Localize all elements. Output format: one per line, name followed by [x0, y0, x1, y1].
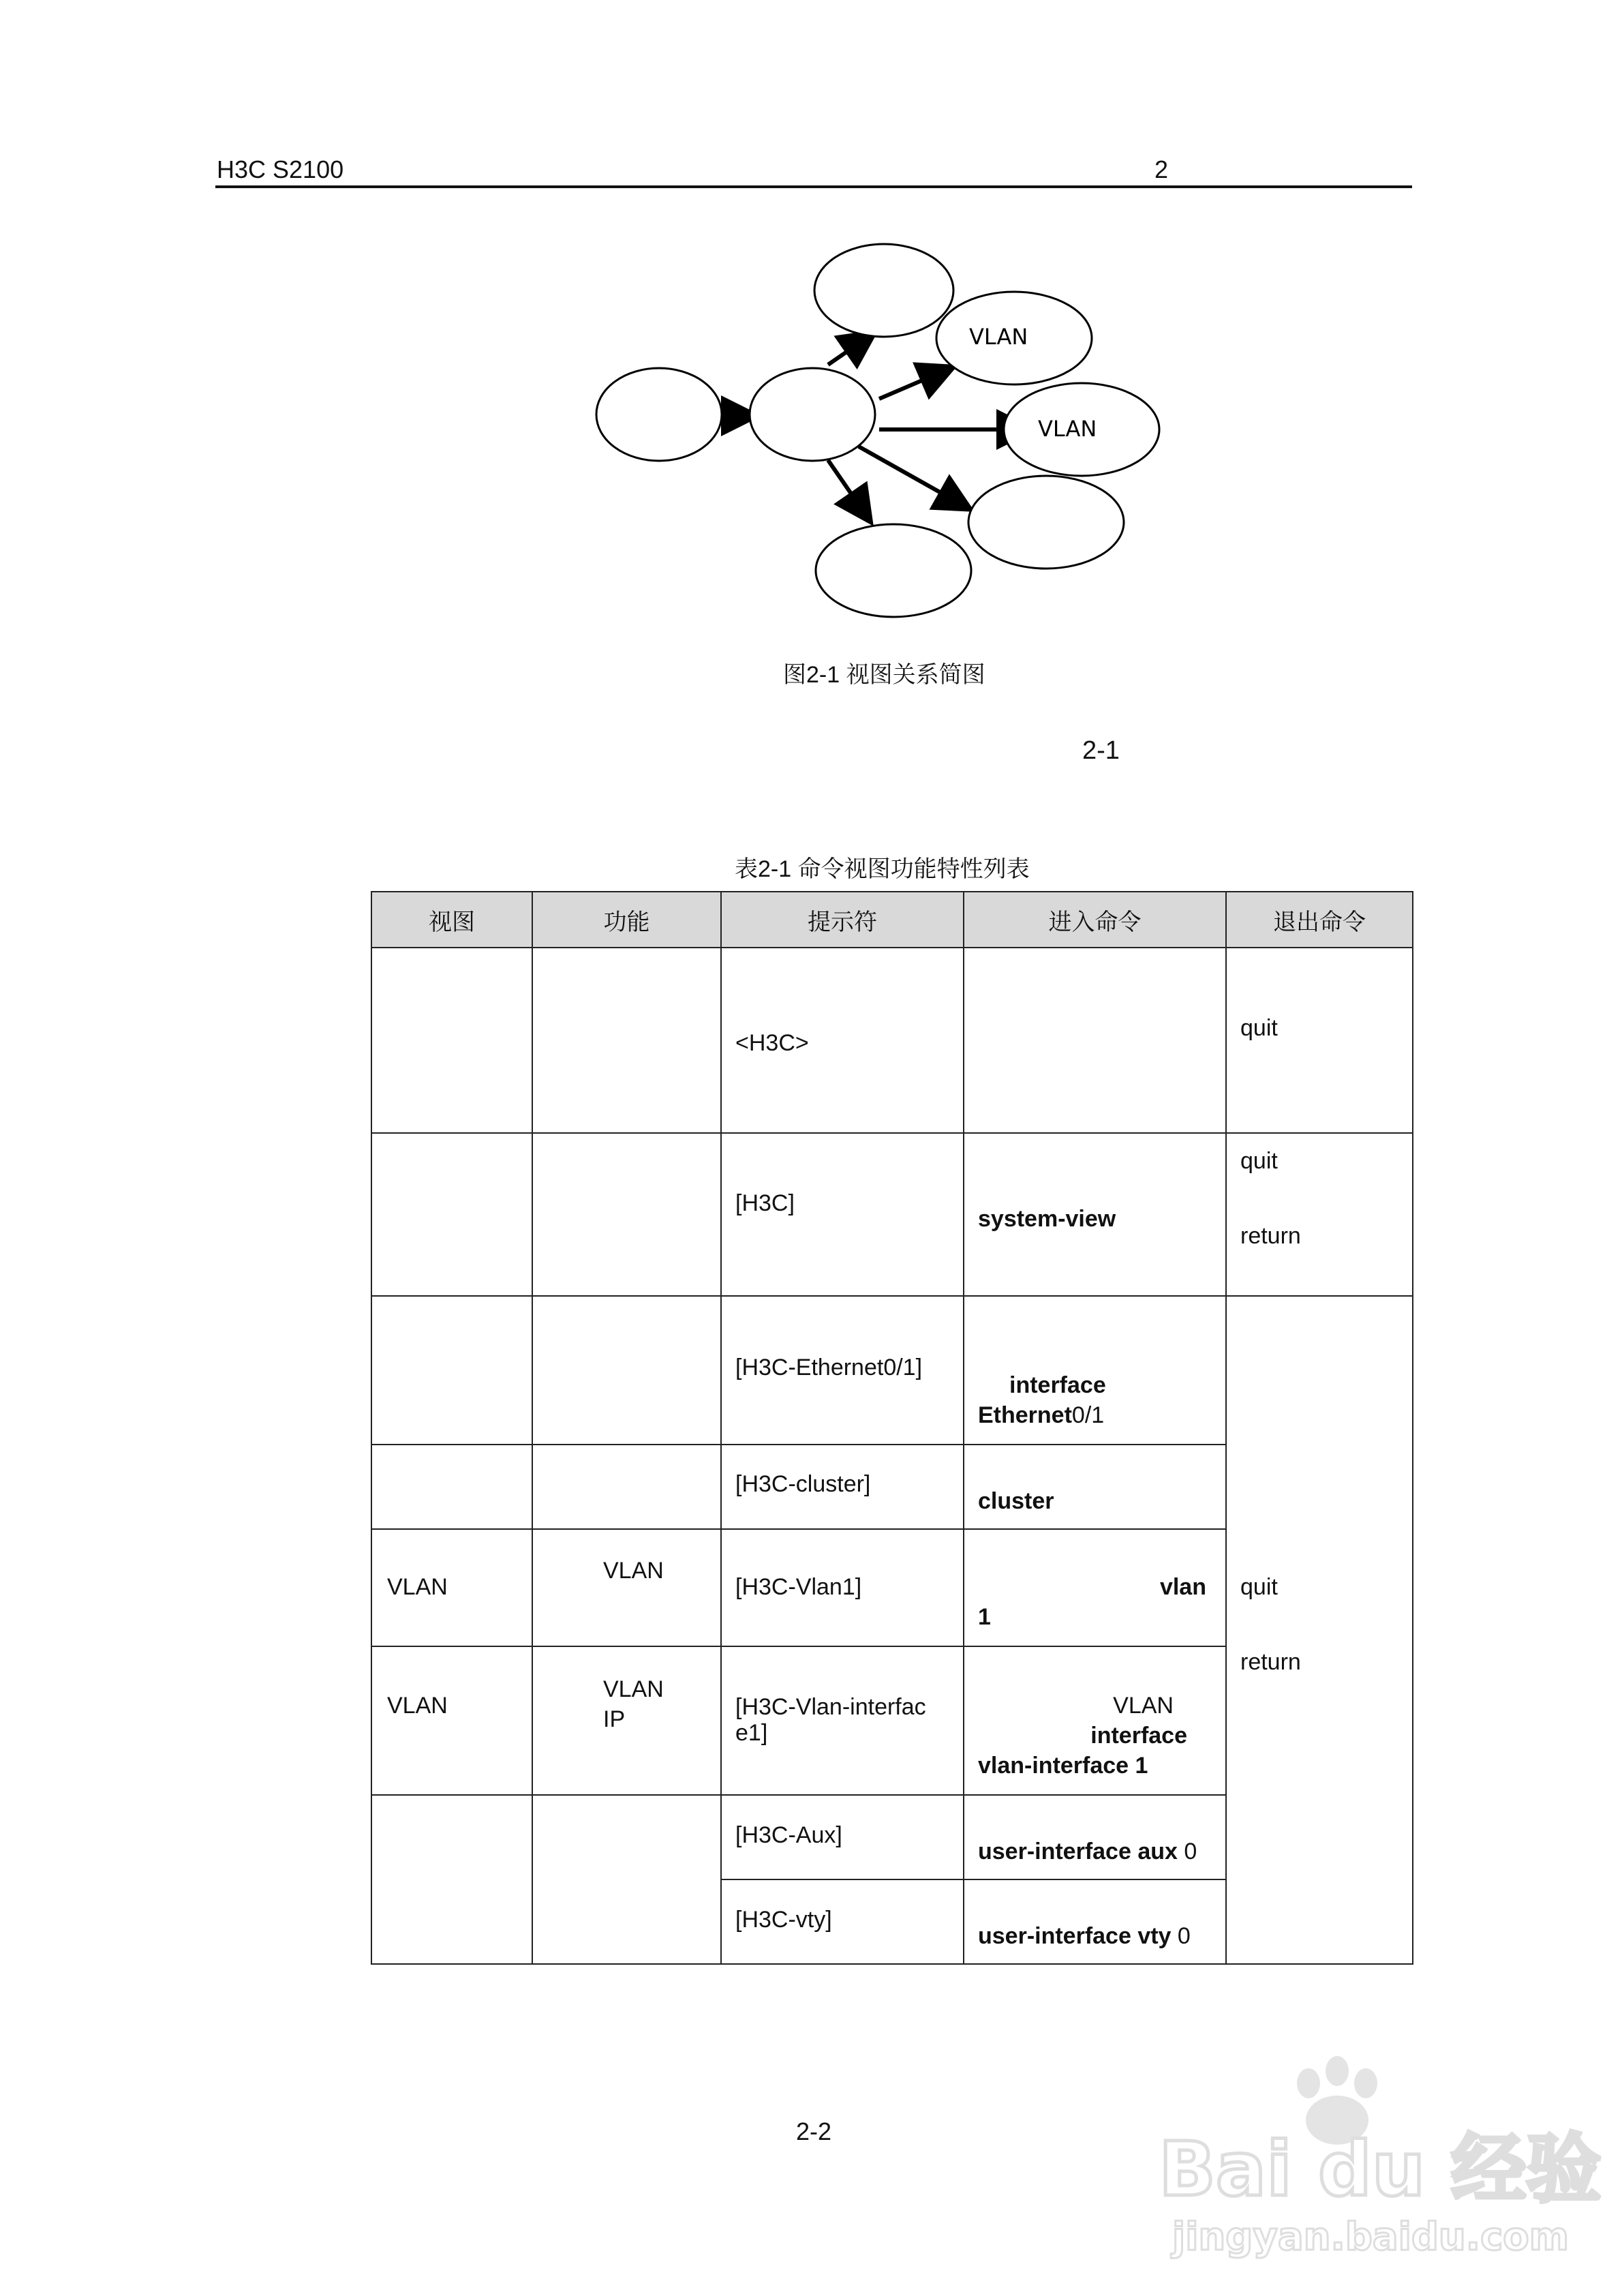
enter-vlan-interface-command: vlan-interface 1	[978, 1753, 1148, 1779]
table-header-row	[371, 892, 1413, 948]
diagram-label-vlan-interface: VLAN	[1038, 416, 1097, 442]
exit-system-quit: quit	[1240, 1148, 1278, 1174]
table-row	[371, 1296, 1413, 1445]
function-vlan-interface-line2: IP	[603, 1706, 626, 1732]
enter-system: system-view	[978, 1206, 1116, 1232]
enter-vty-number: 0	[1177, 1923, 1191, 1949]
figure-caption: 图2-1 视图关系简图	[783, 662, 985, 688]
enter-ethernet-line	[978, 1400, 1104, 1430]
table-caption: 表2-1 命令视图功能特性列表	[735, 856, 1030, 882]
enter-ethernet-number: 0/1	[1071, 1402, 1105, 1428]
function-vlan: VLAN	[603, 1558, 664, 1584]
enter-vlan-interface-keyword: interface	[1090, 1723, 1187, 1749]
section-reference: 2-1	[1082, 736, 1120, 765]
page-number: 2-2	[796, 2117, 832, 2145]
enter-vlan-interface-vlan: VLAN	[1113, 1693, 1174, 1719]
exit-system-return: return	[1240, 1223, 1301, 1249]
enter-ethernet-interface: interface	[1009, 1372, 1106, 1398]
enter-aux-number: 0	[1184, 1839, 1197, 1864]
arrow-system-to-vlan	[879, 368, 951, 399]
header-enter-command: 进入命令	[964, 892, 1226, 948]
arrow-system-to-bottom	[828, 460, 869, 519]
diagram-node-right-lower	[968, 476, 1124, 569]
view-relationship-diagram	[586, 232, 1199, 627]
shared-exit-cell	[1226, 1296, 1413, 1964]
prompt-system: [H3C]	[735, 1190, 795, 1216]
diagram-node-system-view	[750, 368, 875, 461]
exit-shared-quit: quit	[1240, 1574, 1278, 1600]
watermark-url: jingyan.baidu.com	[1172, 2215, 1570, 2259]
function-vlan-interface-line1: VLAN	[603, 1676, 664, 1702]
prompt-vlan-interface-line2: e1]	[735, 1720, 768, 1746]
arrow-system-to-top	[828, 334, 872, 365]
header-chapter: 2	[1154, 155, 1169, 183]
watermark-brand: Bai du 经验	[1159, 2126, 1602, 2213]
prompt-user: <H3C>	[735, 1030, 809, 1056]
diagram-node-top	[814, 244, 953, 337]
header-function: 功能	[532, 892, 721, 948]
prompt-aux: [H3C-Aux]	[735, 1822, 842, 1848]
table-row	[371, 1133, 1413, 1296]
prompt-vlan: [H3C-Vlan1]	[735, 1574, 862, 1600]
diagram-label-vlan: VLAN	[969, 324, 1028, 350]
table-row	[371, 948, 1413, 1133]
header-rule	[215, 185, 1412, 188]
header-title: H3C S2100	[217, 155, 344, 183]
exit-user: quit	[1240, 1015, 1278, 1041]
enter-vlan-number: 1	[978, 1604, 991, 1630]
command-view-table	[371, 891, 1413, 1965]
diagram-node-bottom	[816, 524, 971, 617]
enter-vty-command: user-interface vty	[978, 1923, 1172, 1949]
prompt-ethernet: [H3C-Ethernet0/1]	[735, 1355, 923, 1380]
enter-aux-line	[978, 1837, 1197, 1867]
diagram-node-user-view	[596, 368, 722, 461]
header-exit-command: 退出命令	[1226, 892, 1413, 948]
header-prompt: 提示符	[721, 892, 964, 948]
exit-shared-return: return	[1240, 1649, 1301, 1675]
enter-aux-command: user-interface aux	[978, 1839, 1178, 1864]
view-vlan: VLAN	[387, 1574, 448, 1600]
enter-vty-line	[978, 1921, 1191, 1951]
prompt-vty: [H3C-vty]	[735, 1907, 832, 1933]
baidu-jingyan-watermark	[1152, 2045, 1602, 2263]
header-view: 视图	[371, 892, 532, 948]
enter-vlan-keyword: vlan	[1159, 1574, 1206, 1600]
arrow-system-to-right-lower	[859, 447, 968, 508]
prompt-vlan-interface-line1: [H3C-Vlan-interfac	[735, 1694, 926, 1720]
view-vlan-interface: VLAN	[387, 1693, 448, 1719]
prompt-cluster: [H3C-cluster]	[735, 1471, 871, 1497]
enter-cluster: cluster	[978, 1488, 1054, 1514]
enter-ethernet-keyword: Ethernet	[978, 1402, 1072, 1428]
